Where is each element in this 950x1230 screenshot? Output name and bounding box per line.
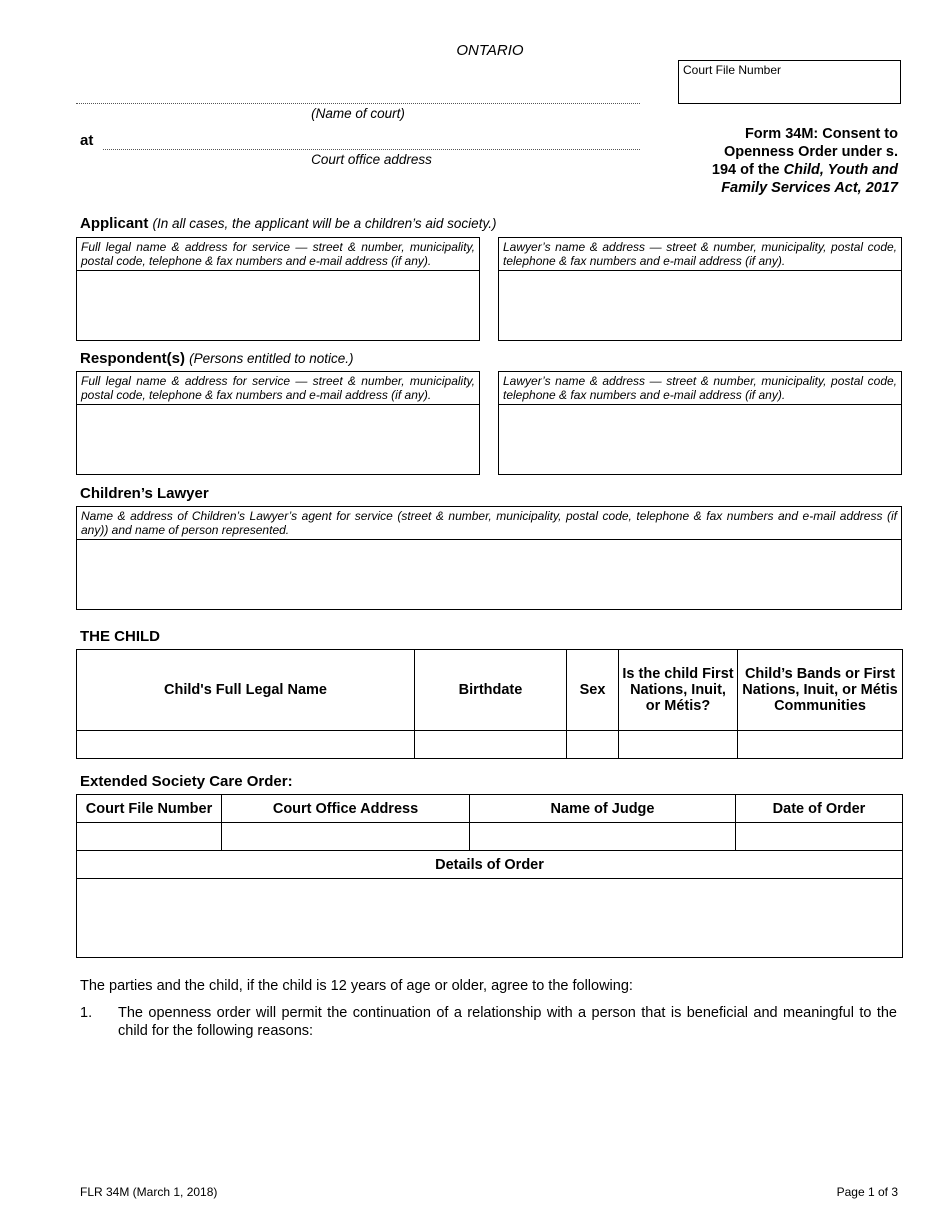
court-office-address-line[interactable] <box>103 149 640 150</box>
childrens-lawyer-box[interactable] <box>76 506 902 610</box>
respondent-party-header: Full legal name & address for service — street & number, municipality, postal code, telephone & fax numbers and e-mail address (if any). <box>77 372 479 405</box>
child-sex-cell[interactable] <box>567 731 619 759</box>
respondent-party-box[interactable] <box>76 371 480 475</box>
child-table <box>76 649 903 759</box>
form-title <box>638 125 898 197</box>
care-order-title: Extended Society Care Order: <box>80 773 293 790</box>
care-order-row <box>77 823 903 851</box>
form-title-line2: Openness Order under s. <box>723 144 898 160</box>
col-court-file-number: Court File Number <box>77 795 222 823</box>
form-title-line4: Family Services Act, 2017 <box>721 180 898 196</box>
care-order-date-cell[interactable] <box>736 823 903 851</box>
care-order-office-address-cell[interactable] <box>222 823 470 851</box>
jurisdiction-heading: ONTARIO <box>456 42 524 59</box>
form-title-act-name: Child, Youth and <box>783 162 898 178</box>
at-label: at <box>80 132 94 149</box>
childrens-lawyer-header: Name & address of Children’s Lawyer’s agent for service (street & number, municipality, postal code, telephone & fax numbers and e-mail address (if any)) and name of person represented. <box>77 507 901 540</box>
child-row <box>77 731 903 759</box>
child-indigenous-cell[interactable] <box>619 731 738 759</box>
applicant-party-box[interactable] <box>76 237 480 341</box>
child-name-cell[interactable] <box>77 731 415 759</box>
respondents-section-title <box>80 350 354 367</box>
respondents-title: Respondent(s) <box>80 350 185 367</box>
col-sex: Sex <box>567 650 619 731</box>
applicant-lawyer-header: Lawyer’s name & address — street & number, municipality, postal code, telephone & fax numbers and e-mail address (if any). <box>499 238 901 271</box>
respondent-lawyer-header: Lawyer’s name & address — street & number, municipality, postal code, telephone & fax numbers and e-mail address (if any). <box>499 372 901 405</box>
applicant-title: Applicant <box>80 215 149 232</box>
item1-text: The openness order will permit the continuation of a relationship with a person that is beneficial and meaningful to the child for the following reasons: <box>118 1005 897 1039</box>
child-birthdate-cell[interactable] <box>415 731 567 759</box>
col-name-of-judge: Name of Judge <box>470 795 736 823</box>
name-of-court-line[interactable] <box>76 103 640 104</box>
form-title-line3-prefix: 194 of the <box>711 162 784 178</box>
applicant-note: (In all cases, the applicant will be a children’s aid society.) <box>152 216 497 231</box>
applicant-party-header: Full legal name & address for service — street & number, municipality, postal code, telephone & fax numbers and e-mail address (if any). <box>77 238 479 271</box>
applicant-section-title <box>80 215 496 232</box>
col-date-of-order: Date of Order <box>736 795 903 823</box>
care-order-table <box>76 794 903 958</box>
court-file-number-field[interactable] <box>678 60 901 104</box>
col-bands: Child’s Bands or First Nations, Inuit, or Métis Communities <box>738 650 903 731</box>
care-order-file-number-cell[interactable] <box>77 823 222 851</box>
respondent-lawyer-box[interactable] <box>498 371 902 475</box>
col-court-office-address: Court Office Address <box>222 795 470 823</box>
childrens-lawyer-title: Children’s Lawyer <box>80 485 209 502</box>
care-order-judge-cell[interactable] <box>470 823 736 851</box>
col-indigenous: Is the child First Nations, Inuit, or Métis? <box>619 650 738 731</box>
details-of-order-label: Details of Order <box>77 851 903 879</box>
respondents-note: (Persons entitled to notice.) <box>189 351 354 366</box>
page-number-footer: Page 1 of 3 <box>836 1185 898 1199</box>
intro-paragraph: The parties and the child, if the child is 12 years of age or older, agree to the following: <box>80 978 633 994</box>
child-bands-cell[interactable] <box>738 731 903 759</box>
the-child-title: THE CHILD <box>80 628 160 645</box>
col-birthdate: Birthdate <box>415 650 567 731</box>
court-office-caption: Court office address <box>311 152 432 167</box>
details-of-order-cell[interactable] <box>77 879 903 958</box>
court-file-number-label: Court File Number <box>683 63 782 77</box>
name-of-court-caption: (Name of court) <box>311 106 405 121</box>
applicant-lawyer-box[interactable] <box>498 237 902 341</box>
col-child-name: Child's Full Legal Name <box>77 650 415 731</box>
form-id-footer: FLR 34M (March 1, 2018) <box>80 1185 218 1199</box>
item1-number: 1. <box>80 1005 93 1021</box>
form-title-line1: Form 34M: Consent to <box>744 126 898 142</box>
